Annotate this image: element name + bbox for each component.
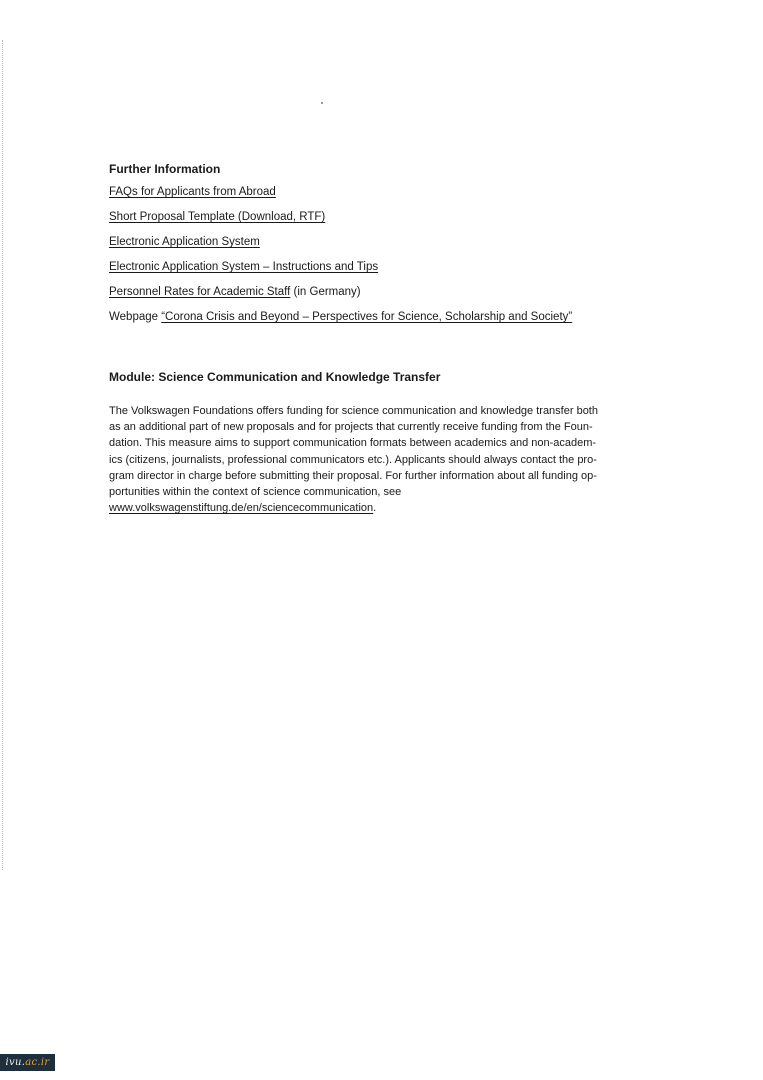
logo-main-text: ivu.	[5, 1057, 26, 1068]
link-line-personnel-rates	[109, 286, 361, 298]
personnel-rates-suffix: (in Germany)	[290, 286, 361, 298]
paragraph-line: portunities within the context of science communication, see	[109, 486, 402, 499]
scan-speck	[321, 102, 323, 104]
science-communication-link[interactable]: www.volkswagenstiftung.de/en/sciencecommunication	[109, 502, 374, 515]
link-line-instructions	[109, 261, 378, 273]
paragraph-line: as an additional part of new proposals and for projects that currently receive funding from the Foun-	[109, 421, 593, 434]
link-suffix: .	[373, 502, 377, 515]
paragraph-line: The Volkswagen Foundations offers funding for science communication and knowledge transfer both	[109, 405, 598, 417]
logo-accent-text: ac.ir	[25, 1057, 50, 1068]
module-heading: Module: Science Communication and Knowledge Transfer	[109, 370, 441, 384]
faqs-applicants-abroad-link[interactable]: FAQs for Applicants from Abroad	[109, 186, 276, 198]
paragraph-line: gram director in charge before submitting their proposal. For further information about all funding op-	[109, 469, 597, 482]
paragraph-link-line	[109, 500, 629, 516]
link-line-application-system	[109, 236, 260, 248]
module-paragraph	[109, 403, 629, 516]
personnel-rates-link[interactable]: Personnel Rates for Academic Staff	[109, 286, 291, 298]
ivu-logo-watermark	[0, 1054, 55, 1071]
link-line-faqs	[109, 186, 276, 198]
corona-crisis-webpage-link[interactable]: “Corona Crisis and Beyond – Perspectives for Science, Scholarship and Society”	[161, 311, 573, 323]
application-system-instructions-link[interactable]: Electronic Application System – Instructions and Tips	[109, 261, 379, 273]
short-proposal-template-link[interactable]: Short Proposal Template (Download, RTF)	[109, 211, 326, 223]
webpage-prefix: Webpage	[109, 311, 162, 323]
electronic-application-system-link[interactable]: Electronic Application System	[109, 236, 260, 248]
paragraph-line: dation. This measure aims to support communication formats between academics and non-academ-	[109, 437, 597, 450]
scan-edge-dots	[2, 40, 4, 870]
link-line-template	[109, 211, 325, 223]
link-line-webpage	[109, 311, 572, 323]
further-information-heading: Further Information	[109, 162, 221, 176]
paragraph-line: ics (citizens, journalists, professional communicators etc.). Applicants should always contact the pro-	[109, 453, 597, 466]
